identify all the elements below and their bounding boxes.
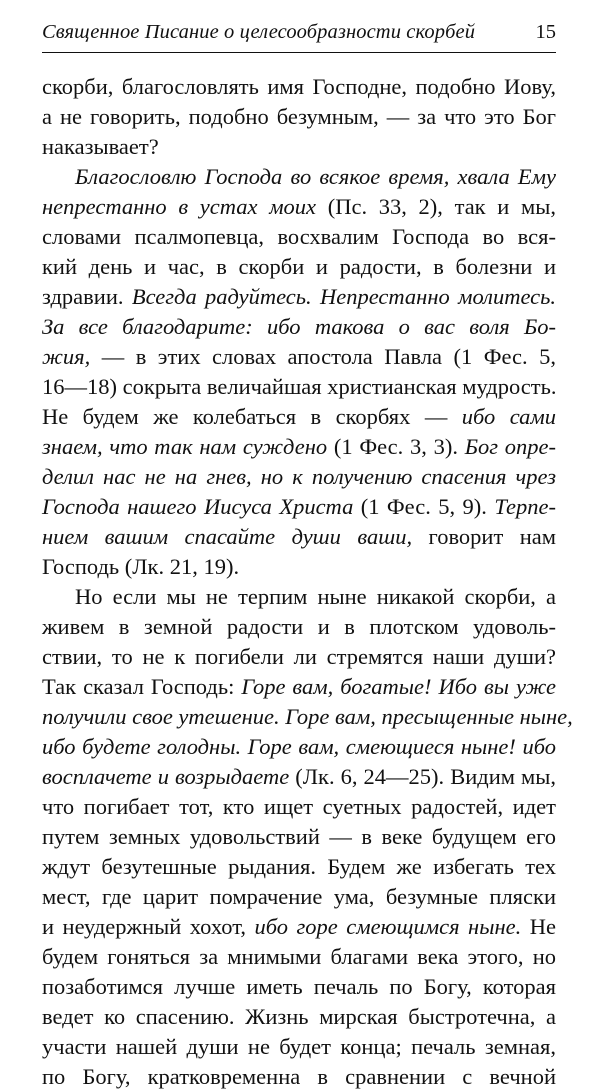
text-line bbox=[42, 582, 556, 612]
italic-quote: ибо горе смеющимся ныне. bbox=[254, 914, 522, 939]
text-line bbox=[42, 942, 556, 972]
text-run: и неудержный хохот, bbox=[42, 914, 255, 939]
text-line bbox=[42, 762, 556, 792]
text-run: путем земных удовольствий — в веке будущем его bbox=[42, 824, 556, 849]
page-number: 15 bbox=[535, 21, 556, 43]
text-line bbox=[42, 732, 556, 762]
text-run: участи нашей души не будет конца; печаль земная, bbox=[42, 1034, 556, 1059]
text-line bbox=[42, 852, 556, 882]
text-line bbox=[42, 672, 556, 702]
running-header bbox=[42, 18, 556, 52]
text-line bbox=[42, 1002, 556, 1032]
header-rule bbox=[42, 52, 556, 53]
text-run: (1 Фес. 5, 9). bbox=[353, 494, 495, 519]
text-run: позаботимся лучше иметь печаль по Богу, которая bbox=[42, 974, 556, 999]
text-run: скорби, благословлять имя Господне, подобно Иову, bbox=[42, 74, 556, 99]
text-line bbox=[42, 72, 556, 102]
italic-quote: Всегда радуйтесь. Непрестанно молитесь. bbox=[131, 284, 557, 309]
text-line bbox=[42, 1032, 556, 1062]
text-run: — в этих словах апостола Павла (1 Фес. 5, bbox=[90, 344, 556, 369]
text-line bbox=[42, 492, 556, 522]
italic-quote: жия, bbox=[42, 344, 91, 369]
running-title: Священное Писание о целесообразности скорбей bbox=[42, 21, 476, 43]
text-run: по Богу, кратковременна в сравнении с вечной bbox=[42, 1064, 556, 1089]
italic-quote: Бог опре- bbox=[464, 434, 557, 459]
text-line bbox=[42, 522, 556, 552]
text-line bbox=[42, 312, 556, 342]
italic-quote: ибо сами bbox=[461, 404, 556, 429]
text-run: Так сказал Господь: bbox=[42, 674, 242, 699]
text-line bbox=[42, 402, 556, 432]
text-line bbox=[42, 342, 556, 372]
italic-quote: получили свое утешение. Горе вам, пресыщенные ныне, bbox=[42, 704, 573, 729]
italic-quote: ибо будете голодны. Горе вам, смеющиеся ныне! ибо bbox=[42, 734, 556, 759]
italic-quote: делил нас не на гнев, но к получению спасения чрез bbox=[42, 464, 556, 489]
text-run: наказывает? bbox=[42, 134, 159, 159]
text-line bbox=[42, 372, 556, 402]
text-run: ждут безутешные рыдания. Будем же избегать тех bbox=[42, 854, 556, 879]
text-line bbox=[42, 552, 556, 582]
text-line bbox=[42, 822, 556, 852]
text-line bbox=[42, 162, 556, 192]
text-line bbox=[42, 282, 556, 312]
text-line bbox=[42, 222, 556, 252]
text-run: ведет ко спасению. Жизнь мирская быстротечна, а bbox=[42, 1004, 556, 1029]
text-run: ствии, то не к погибели ли стремятся наши души? bbox=[42, 644, 556, 669]
text-run: мест, где царит помрачение ума, безумные пляски bbox=[42, 884, 556, 909]
text-run: а не говорить, подобно безумным, — за что это Бог bbox=[42, 104, 556, 129]
text-run: 16—18) сокрыта величайшая христианская мудрость. bbox=[42, 374, 557, 399]
text-run: (Лк. 6, 24—25). Видим мы, bbox=[289, 764, 556, 789]
text-line bbox=[42, 612, 556, 642]
italic-quote: восплачете и возрыдаете bbox=[42, 764, 290, 789]
italic-quote: Терпе- bbox=[494, 494, 556, 519]
text-run: Господь (Лк. 21, 19). bbox=[42, 554, 240, 579]
text-run: Не будем же колебаться в скорбях — bbox=[42, 404, 462, 429]
text-run: Не bbox=[521, 914, 556, 939]
italic-quote: Благословлю Господа во всякое время, хвала Ему bbox=[75, 164, 556, 189]
text-run: (Пс. 33, 2), так и мы, bbox=[316, 194, 556, 219]
text-run: (1 Фес. 3, 3). bbox=[327, 434, 465, 459]
text-line bbox=[42, 432, 556, 462]
italic-quote: Горе вам, богатые! Ибо вы уже bbox=[241, 674, 556, 699]
italic-quote: непрестанно в устах моих bbox=[42, 194, 317, 219]
text-line bbox=[42, 462, 556, 492]
text-line bbox=[42, 192, 556, 222]
italic-quote: За все благодарите: ибо такова о вас воля Бо- bbox=[42, 314, 556, 339]
text-line bbox=[42, 1062, 556, 1092]
text-run: будем гоняться за мнимыми благами века этого, но bbox=[42, 944, 556, 969]
italic-quote: нием вашим спасайте души ваши, bbox=[42, 524, 413, 549]
text-line bbox=[42, 972, 556, 1002]
text-run: что погибает тот, кто ищет суетных радостей, идет bbox=[42, 794, 556, 819]
italic-quote: знаем, что так нам суждено bbox=[42, 434, 328, 459]
text-line bbox=[42, 882, 556, 912]
text-run: словами псалмопевца, восхвалим Господа во вся- bbox=[42, 224, 556, 249]
text-line bbox=[42, 702, 573, 732]
body-text bbox=[42, 72, 573, 1092]
text-line bbox=[42, 132, 556, 162]
text-run: живем в земной радости и в плотском удоволь- bbox=[42, 614, 556, 639]
text-line bbox=[42, 792, 556, 822]
text-line bbox=[42, 102, 556, 132]
text-run: Но если мы не терпим ныне никакой скорби, а bbox=[75, 584, 556, 609]
text-run: здравии. bbox=[42, 284, 132, 309]
text-run: говорит нам bbox=[412, 524, 557, 549]
text-line bbox=[42, 252, 556, 282]
text-line bbox=[42, 642, 556, 672]
italic-quote: Господа нашего Иисуса Христа bbox=[42, 494, 354, 519]
text-run: кий день и час, в скорби и радости, в болезни и bbox=[42, 254, 556, 279]
